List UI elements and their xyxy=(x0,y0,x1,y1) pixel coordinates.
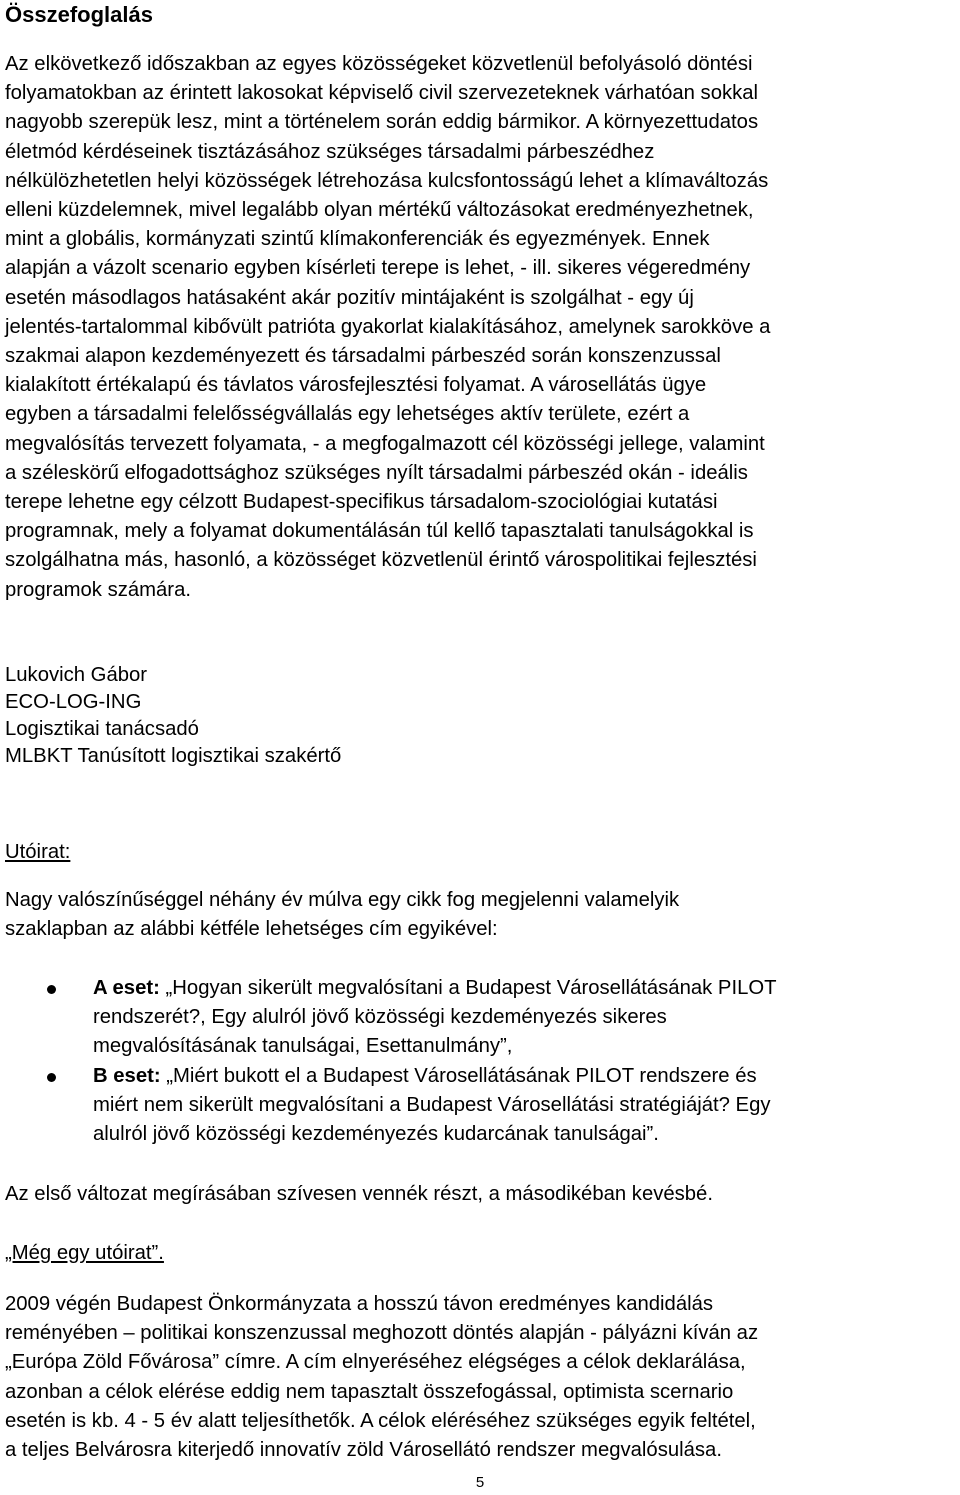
bullet-dot-icon xyxy=(47,1073,56,1082)
second-postscript-line: 2009 végén Budapest Önkormányzata a hosszú távon eredményes kandidálás xyxy=(5,1293,714,1315)
author-company: ECO-LOG-ING xyxy=(5,691,142,713)
case-text: „Hogyan sikerült megvalósítani a Budapest Városellátásának PILOT xyxy=(159,977,777,999)
list-item xyxy=(0,974,777,1062)
postscript-intro xyxy=(5,886,679,944)
summary-line: alapján a vázolt scenario egyben kísérleti terepe is lehet, - ill. sikeres végeredmény xyxy=(5,257,751,280)
second-postscript-line: azonban a célok elérése eddig nem tapasztalt összefogással, optimista scernario xyxy=(5,1380,734,1403)
summary-line: kialakított értékalapú és távlatos városfejlesztési folyamat. A városellátás ügye xyxy=(5,374,707,397)
summary-line: terepe lehetne egy célzott Budapest-specifikus társadalom-szociológiai kutatási xyxy=(5,491,718,514)
postscript-label-text: Utóirat: xyxy=(5,841,71,863)
case-text: alulról jövő közösségi kezdeményezés kudarcának tanulságai”. xyxy=(93,1123,659,1146)
list-item xyxy=(0,1062,777,1150)
summary-line: esetén másodlagos hatásaként akár pozitív mintájaként is szolgálhat - egy új xyxy=(5,286,694,309)
second-postscript-line: „Európa Zöld Fővárosa” címre. A cím elnyeréséhez elégséges a célok deklarálása, xyxy=(5,1351,746,1374)
postscript-intro-line: szaklapban az alábbi kétféle lehetséges cím egyikével: xyxy=(5,918,498,941)
summary-line: nagyobb szerepük lesz, mint a történelem során eddig bármikor. A környezettudatos xyxy=(5,111,759,134)
summary-line: egyben a társadalmi felelősségvállalás egy lehetséges aktív területe, ezért a xyxy=(5,403,690,426)
second-postscript-line: esetén is kb. 4 - 5 év alatt teljesíthetők. A célok eléréséhez szükséges egyik feltétel, xyxy=(5,1409,756,1432)
bullet-dot-icon xyxy=(47,985,56,994)
summary-line: nélkülözhetetlen helyi közösségek létrehozása kulcsfontosságú lehet a klímaváltozás xyxy=(5,169,769,192)
case-label: B eset: xyxy=(93,1064,161,1087)
postscript-intro-line: Nagy valószínűséggel néhány év múlva egy cikk fog megjelenni valamelyik xyxy=(5,889,680,911)
author-title: MLBKT Tanúsított logisztikai szakértő xyxy=(5,745,342,767)
summary-line: elleni küzdelemnek, mivel legalább olyan mértékű változásokat eredményezhetnek, xyxy=(5,199,754,222)
second-postscript-label xyxy=(5,1239,164,1268)
page-number: 5 xyxy=(475,1474,485,1491)
postscript-closing-text: Az első változat megírásában szívesen vennék részt, a másodikéban kevésbé. xyxy=(5,1183,713,1205)
summary-line: szakmai alapon kezdeményezett és társadalmi párbeszéd során konszenzussal xyxy=(5,345,721,368)
postscript-closing xyxy=(5,1180,713,1209)
signature-block xyxy=(5,662,341,770)
summary-line: programok számára. xyxy=(5,578,191,601)
summary-line: Az elkövetkező időszakban az egyes közösségeket közvetlenül befolyásoló döntési xyxy=(5,53,753,75)
summary-line: a széleskörű elfogadottsághoz szükséges nyílt társadalmi párbeszéd okán - ideális xyxy=(5,461,748,484)
case-label: A eset: xyxy=(93,977,160,999)
summary-line: életmód kérdéseinek tisztázásához szükséges társadalmi párbeszédhez xyxy=(5,140,655,163)
summary-line: megvalósítás tervezett folyamata, - a megfogalmazott cél közösségi jellege, valamint xyxy=(5,432,765,455)
postscript-label xyxy=(5,838,70,867)
section-heading: Összefoglalás xyxy=(5,2,153,27)
case-list xyxy=(0,974,777,1149)
summary-line: programnak, mely a folyamat dokumentálásán túl kellő tapasztalati tanulságokkal is xyxy=(5,520,754,543)
second-postscript-line: a teljes Belvárosra kiterjedő innovatív zöld Városellátó rendszer megvalósulása. xyxy=(5,1439,722,1462)
author-role: Logisztikai tanácsadó xyxy=(5,718,199,740)
summary-line: mint a globális, kormányzati szintű klímakonferenciák és egyezmények. Ennek xyxy=(5,228,710,251)
case-text: rendszerét?, Egy alulról jövő közösségi kezdeményezés sikeres xyxy=(93,1006,667,1029)
summary-line: folyamatokban az érintett lakosokat képviselő civil szervezeteknek várhatóan sokkal xyxy=(5,82,759,105)
summary-paragraph xyxy=(5,50,770,605)
case-text: miért nem sikerült megvalósítani a Budapest Városellátási stratégiáját? Egy xyxy=(93,1093,771,1116)
second-postscript-label-text: „Még egy utóirat”. xyxy=(5,1242,164,1264)
summary-line: szolgálhatna más, hasonló, a közösséget közvetlenül érintő várospolitikai fejlesztési xyxy=(5,549,757,572)
summary-line: jelentés-tartalommal kibővült patrióta gyakorlat kialakításához, amelynek sarokköve a xyxy=(5,315,771,338)
second-postscript-paragraph xyxy=(5,1290,758,1465)
author-name: Lukovich Gábor xyxy=(5,664,148,686)
case-text: megvalósításának tanulságai, Esettanulmány”, xyxy=(93,1035,513,1058)
case-text: „Miért bukott el a Budapest Városellátásának PILOT rendszere és xyxy=(160,1064,757,1087)
second-postscript-line: reményében – politikai konszenzussal meghozott döntés alapján - pályázni kíván az xyxy=(5,1322,759,1345)
